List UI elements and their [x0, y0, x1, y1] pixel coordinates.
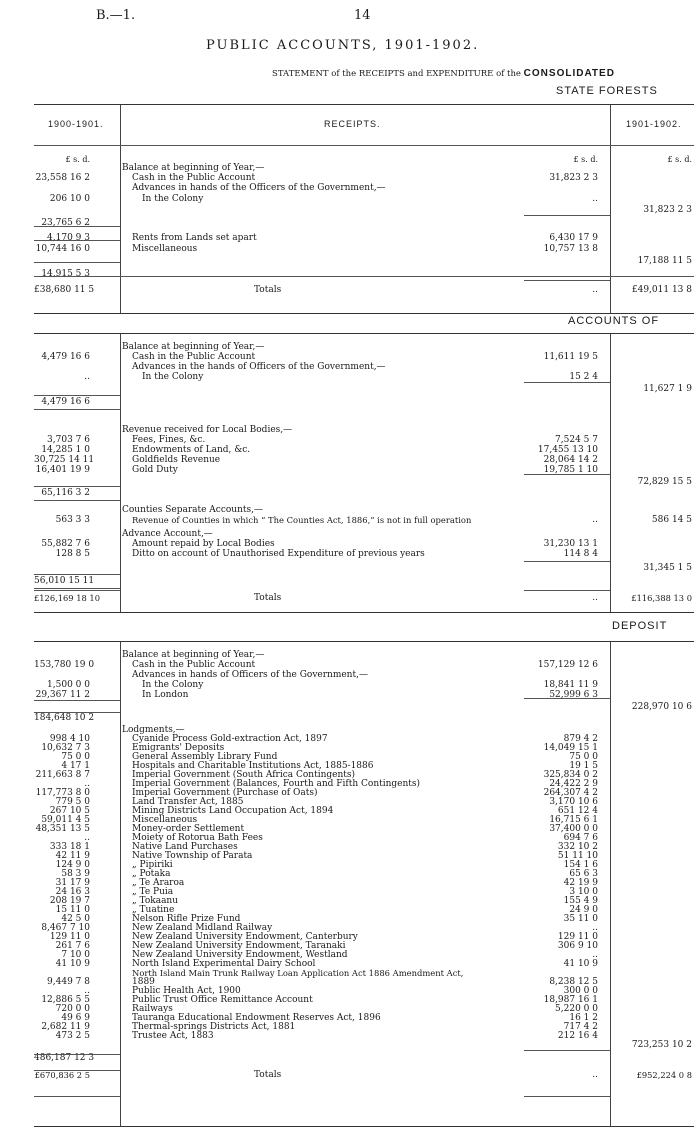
- rule-line: [34, 712, 120, 713]
- row-label: „ Potaka: [132, 869, 171, 879]
- row-label: Gold Duty: [132, 465, 178, 475]
- amount-curr: 65 6 3: [569, 869, 598, 879]
- row-label: In the Colony: [142, 680, 204, 690]
- amount-prev: 184,648 10 2: [34, 713, 95, 723]
- row-label: „ Te Puia: [132, 887, 174, 897]
- table-state-forests: [34, 104, 694, 314]
- amount-curr: 306 9 10: [557, 941, 598, 951]
- row-label: Moiety of Rotorua Bath Fees: [132, 833, 263, 843]
- amount-total: £952,224 0 8: [636, 1070, 692, 1080]
- rule-line: [34, 409, 120, 410]
- amount-prev: 3,703 7 6: [47, 435, 90, 445]
- amount-prev: 75 0 0: [61, 752, 90, 762]
- amount-prev: 58 3 9: [61, 869, 90, 879]
- rule-line: [524, 382, 610, 383]
- amount-curr: 17,455 13 10: [537, 445, 598, 455]
- amount-prev: 48,351 13 5: [35, 824, 90, 834]
- amount-prev: 41 10 9: [55, 959, 90, 969]
- amount-curr: 37,400 0 0: [549, 824, 598, 834]
- amount-curr: 15 2 4: [569, 372, 598, 382]
- amount-prev: 14,915 5 3: [41, 269, 90, 279]
- rule-line: [34, 226, 120, 227]
- amount-curr: 154 1 6: [563, 860, 598, 870]
- amount-prev: 473 2 5: [55, 1031, 90, 1041]
- rule-line: [524, 590, 610, 591]
- rule-line: [524, 698, 610, 699]
- amount-curr: 114 8 4: [563, 549, 598, 559]
- row-label: Money-order Settlement: [132, 824, 245, 834]
- row-label: Railways: [132, 1004, 173, 1014]
- amount-curr: 6,430 17 9: [549, 233, 598, 243]
- amount-curr: ..: [592, 1070, 598, 1080]
- amount-prev: 29,367 11 2: [35, 690, 90, 700]
- amount-prev: 261 7 6: [55, 941, 90, 951]
- amount-prev: 15 11 0: [55, 905, 90, 915]
- statement-bold: CONSOLIDATED: [523, 68, 615, 79]
- amount-curr: 18,841 11 9: [543, 680, 598, 690]
- row-label: Hospitals and Charitable Institutions Act, 1885-1886: [132, 761, 374, 771]
- amount-curr: 16 1 2: [569, 1013, 598, 1023]
- amount-prev: 333 18 1: [49, 842, 90, 852]
- amount-prev: 7 10 0: [61, 950, 90, 960]
- amount-prev: 59,011 4 5: [41, 815, 90, 825]
- lsd-curr: £ s. d.: [573, 155, 598, 164]
- amount-prev: 14,285 1 0: [41, 445, 90, 455]
- amount-total: £116,388 13 0: [631, 593, 692, 603]
- amount-total: 228,970 10 6: [631, 702, 692, 712]
- row-label: Cash in the Public Account: [132, 352, 256, 362]
- amount-curr: 694 7 6: [563, 833, 598, 843]
- row-label: Endowments of Land, &c.: [132, 445, 251, 455]
- amount-total: 17,188 11 5: [637, 256, 692, 266]
- amount-total: 11,627 1 9: [643, 384, 692, 394]
- amount-prev: £670,836 2 5: [34, 1070, 90, 1080]
- rule-line: [34, 700, 120, 701]
- amount-prev: 23,765 6 2: [41, 218, 90, 228]
- amount-prev: 24 16 3: [55, 887, 90, 897]
- rule-line: [34, 500, 120, 501]
- row-label: Totals: [254, 593, 282, 603]
- amount-prev: 42 11 9: [55, 851, 90, 861]
- row-label: 1889: [132, 977, 155, 987]
- amount-curr: 8,238 12 5: [549, 977, 598, 987]
- row-label: In London: [142, 690, 189, 700]
- amount-curr: 11,611 19 5: [543, 352, 598, 362]
- amount-prev: 129 11 0: [49, 932, 90, 942]
- amount-curr: 42 19 9: [563, 878, 598, 888]
- row-label: Advances in hands of the Officers of the Government,—: [132, 183, 386, 193]
- amount-total: 31,345 1 5: [643, 563, 692, 573]
- amount-curr: 31,230 13 1: [543, 539, 598, 549]
- amount-total: £49,011 13 8: [631, 285, 692, 295]
- amount-prev: 4,479 16 6: [41, 352, 90, 362]
- amount-curr: 10,757 13 8: [543, 244, 598, 254]
- col-receipts-header: RECEIPTS.: [324, 119, 381, 129]
- row-label: Thermal-springs Districts Act, 1881: [132, 1022, 296, 1032]
- amount-prev: 4,479 16 6: [41, 397, 90, 407]
- amount-curr: 212 16 4: [557, 1031, 598, 1041]
- amount-curr: 717 4 2: [563, 1022, 598, 1032]
- amount-prev: 267 10 5: [49, 806, 90, 816]
- amount-curr: 28,064 14 2: [543, 455, 598, 465]
- amount-curr: 155 4 9: [563, 896, 598, 906]
- col-prev-header: 1900-1901.: [48, 119, 104, 129]
- amount-prev: 8,467 7 10: [41, 923, 90, 933]
- amount-curr: 19,785 1 10: [543, 465, 598, 475]
- rule-line: [34, 240, 120, 241]
- amount-curr: 51 11 10: [557, 851, 598, 861]
- row-label: Imperial Government (Purchase of Oats): [132, 788, 318, 798]
- amount-prev: 65,116 3 2: [41, 488, 90, 498]
- amount-prev: 2,682 11 9: [41, 1022, 90, 1032]
- amount-curr: ..: [592, 515, 598, 525]
- amount-prev: ..: [84, 779, 90, 789]
- rule-line: [34, 574, 120, 575]
- row-label: Amount repaid by Local Bodies: [132, 539, 275, 549]
- row-label: North Island Experimental Dairy School: [132, 959, 316, 969]
- amount-prev: ..: [84, 372, 90, 382]
- row-label: Tauranga Educational Endowment Reserves Act, 1896: [132, 1013, 381, 1023]
- amount-curr: 3,170 10 6: [549, 797, 598, 807]
- rule-line: [34, 590, 120, 591]
- row-label: Cash in the Public Account: [132, 660, 256, 670]
- lsd-total: £ s. d.: [667, 155, 692, 164]
- amount-prev: 9,449 7 8: [47, 977, 90, 987]
- amount-prev: 486,187 12 3: [34, 1053, 95, 1063]
- page-title: PUBLIC ACCOUNTS, 1901-1902.: [206, 38, 480, 53]
- row-label: Nelson Rifle Prize Fund: [132, 914, 241, 924]
- amount-total: 72,829 15 5: [637, 477, 692, 487]
- section-title-deposit: DEPOSIT: [612, 620, 668, 632]
- row-label: Balance at beginning of Year,—: [122, 342, 265, 352]
- statement-text: STATEMENT of the RECEIPTS and EXPENDITURE of the: [272, 69, 521, 79]
- row-label: Miscellaneous: [132, 815, 198, 825]
- amount-prev: 16,401 19 9: [35, 465, 90, 475]
- rule-line: [524, 561, 610, 562]
- rule-line: [524, 1050, 610, 1051]
- rule-line: [34, 1054, 120, 1055]
- amount-total: 586 14 5: [651, 515, 692, 525]
- amount-prev: 42 5 0: [61, 914, 90, 924]
- amount-curr: 18,987 16 1: [543, 995, 598, 1005]
- amount-prev: 128 8 5: [55, 549, 90, 559]
- row-label: „ Tokaanu: [132, 896, 179, 906]
- row-label: Balance at beginning of Year,—: [122, 650, 265, 660]
- row-label: Public Trust Office Remittance Account: [132, 995, 313, 1005]
- row-label: North Island Main Trunk Railway Loan Application Act 1886 Amendment Act,: [132, 968, 464, 978]
- amount-curr: 651 12 4: [557, 806, 598, 816]
- amount-curr: 3 10 0: [569, 887, 598, 897]
- amount-total: 723,253 10 2: [631, 1040, 692, 1050]
- amount-curr: 879 4 2: [563, 734, 598, 744]
- row-label: Miscellaneous: [132, 244, 198, 254]
- amount-prev: 206 10 0: [49, 194, 90, 204]
- amount-prev: 12,886 5 5: [41, 995, 90, 1005]
- amount-prev: 4 17 1: [61, 761, 90, 771]
- row-label: „ Pipiriki: [132, 860, 173, 870]
- rule-line: [524, 1096, 610, 1097]
- amount-curr: 129 11 0: [557, 932, 598, 942]
- table-deposit: [34, 641, 694, 1127]
- amount-curr: 19 1 5: [569, 761, 598, 771]
- page-number: 14: [354, 8, 371, 23]
- amount-curr: 16,715 6 1: [549, 815, 598, 825]
- amount-prev: 208 19 7: [49, 896, 90, 906]
- row-label: Ditto on account of Unauthorised Expenditure of previous years: [132, 549, 425, 559]
- section-title-accounts-of: ACCOUNTS OF: [568, 315, 660, 327]
- row-label: Cash in the Public Account: [132, 173, 256, 183]
- row-label: Emigrants' Deposits: [132, 743, 225, 753]
- amount-curr: ..: [592, 194, 598, 204]
- rule-line: [34, 588, 120, 589]
- row-label: New Zealand University Endowment, Canterbury: [132, 932, 358, 942]
- rule-line: [524, 280, 610, 281]
- amount-prev: 720 0 0: [55, 1004, 90, 1014]
- row-label: Counties Separate Accounts,—: [122, 505, 263, 515]
- amount-curr: 332 10 2: [557, 842, 598, 852]
- row-label: Advances in hands of Officers of the Government,—: [132, 670, 368, 680]
- amount-prev: 49 6 9: [61, 1013, 90, 1023]
- amount-curr: 14,049 15 1: [543, 743, 598, 753]
- rule-line: [524, 215, 610, 216]
- amount-prev: 117,773 8 0: [35, 788, 90, 798]
- row-label: General Assembly Library Fund: [132, 752, 278, 762]
- amount-prev: 10,744 16 0: [35, 244, 90, 254]
- row-label: Mining Districts Land Occupation Act, 1894: [132, 806, 334, 816]
- rule-line: [34, 395, 120, 396]
- amount-prev: £38,680 11 5: [34, 285, 95, 295]
- amount-prev: 4,170 9 3: [47, 233, 90, 243]
- amount-prev: £126,169 18 10: [34, 593, 100, 603]
- amount-prev: 563 3 3: [55, 515, 90, 525]
- amount-curr: 24 9 0: [569, 905, 598, 915]
- row-label: In the Colony: [142, 372, 204, 382]
- amount-curr: ..: [592, 950, 598, 960]
- row-label: Revenue of Counties in which “ The Counties Act, 1886,” is not in full operation: [132, 515, 472, 525]
- row-label: Imperial Government (South Africa Contingents): [132, 770, 356, 780]
- amount-prev: 56,010 15 11: [34, 576, 95, 586]
- row-label: Public Health Act, 1900: [132, 986, 241, 996]
- lsd-prev: £ s. d.: [65, 155, 90, 164]
- page-ref: B.—1.: [96, 8, 136, 23]
- amount-prev: ..: [84, 986, 90, 996]
- amount-curr: 52,999 6 3: [549, 690, 598, 700]
- amount-curr: 264,307 4 2: [543, 788, 598, 798]
- amount-total: 31,823 2 3: [643, 205, 692, 215]
- row-label: Rents from Lands set apart: [132, 233, 257, 243]
- row-label: In the Colony: [142, 194, 204, 204]
- rule-line: [34, 486, 120, 487]
- row-label: New Zealand University Endowment, Westland: [132, 950, 348, 960]
- row-label: Land Transfer Act, 1885: [132, 797, 244, 807]
- amount-prev: 153,780 19 0: [34, 660, 95, 670]
- amount-curr: ..: [592, 923, 598, 933]
- amount-prev: 23,558 16 2: [35, 173, 90, 183]
- row-label: Lodgments,—: [122, 725, 185, 735]
- row-label: „ Te Araroa: [132, 878, 185, 888]
- amount-curr: 7,524 5 7: [555, 435, 598, 445]
- row-label: Native Land Purchases: [132, 842, 238, 852]
- row-label: Trustee Act, 1883: [132, 1031, 214, 1041]
- row-label: New Zealand Midland Railway: [132, 923, 273, 933]
- rule-line: [34, 1070, 120, 1071]
- amount-prev: 998 4 10: [49, 734, 90, 744]
- row-label: Totals: [254, 1070, 282, 1080]
- row-label: Revenue received for Local Bodies,—: [122, 425, 293, 435]
- row-label: Balance at beginning of Year,—: [122, 163, 265, 173]
- amount-prev: 211,663 8 7: [35, 770, 90, 780]
- section-title-state-forests: STATE FORESTS: [556, 85, 658, 97]
- amount-prev: ..: [84, 833, 90, 843]
- row-label: „ Tuatine: [132, 905, 175, 915]
- row-label: Goldfields Revenue: [132, 455, 221, 465]
- amount-curr: 5,220 0 0: [555, 1004, 598, 1014]
- amount-prev: 124 9 0: [55, 860, 90, 870]
- amount-prev: 1,500 0 0: [47, 680, 90, 690]
- rule-line: [524, 474, 610, 475]
- amount-curr: 41 10 9: [563, 959, 598, 969]
- amount-prev: 779 5 0: [55, 797, 90, 807]
- amount-curr: ..: [592, 285, 598, 295]
- row-label: New Zealand University Endowment, Taranaki: [132, 941, 346, 951]
- amount-curr: 325,834 0 2: [543, 770, 598, 780]
- row-label: Fees, Fines, &c.: [132, 435, 206, 445]
- amount-curr: 300 0 0: [563, 986, 598, 996]
- amount-curr: 24,422 2 9: [549, 779, 598, 789]
- col-curr-header: 1901-1902.: [626, 119, 682, 129]
- amount-prev: 10,632 7 3: [41, 743, 90, 753]
- row-label: Imperial Government (Balances, Fourth and Fifth Contingents): [132, 779, 421, 789]
- row-label: Cyanide Process Gold-extraction Act, 1897: [132, 734, 328, 744]
- table-accounts: [34, 333, 694, 613]
- amount-prev: 30,725 14 11: [34, 455, 95, 465]
- amount-curr: ..: [592, 593, 598, 603]
- amount-curr: 31,823 2 3: [549, 173, 598, 183]
- rule-line: [34, 262, 120, 263]
- amount-curr: 157,129 12 6: [537, 660, 598, 670]
- rule-line: [34, 276, 694, 277]
- statement-line: [272, 68, 615, 79]
- row-label: Totals: [254, 285, 282, 295]
- row-label: Advance Account,—: [122, 529, 213, 539]
- amount-prev: 31 17 9: [55, 878, 90, 888]
- row-label: Native Township of Parata: [132, 851, 253, 861]
- amount-curr: 75 0 0: [569, 752, 598, 762]
- row-label: Advances in the hands of Officers of the Government,—: [132, 362, 386, 372]
- amount-curr: 35 11 0: [563, 914, 598, 924]
- rule-line: [34, 1096, 120, 1097]
- amount-prev: 55,882 7 6: [41, 539, 90, 549]
